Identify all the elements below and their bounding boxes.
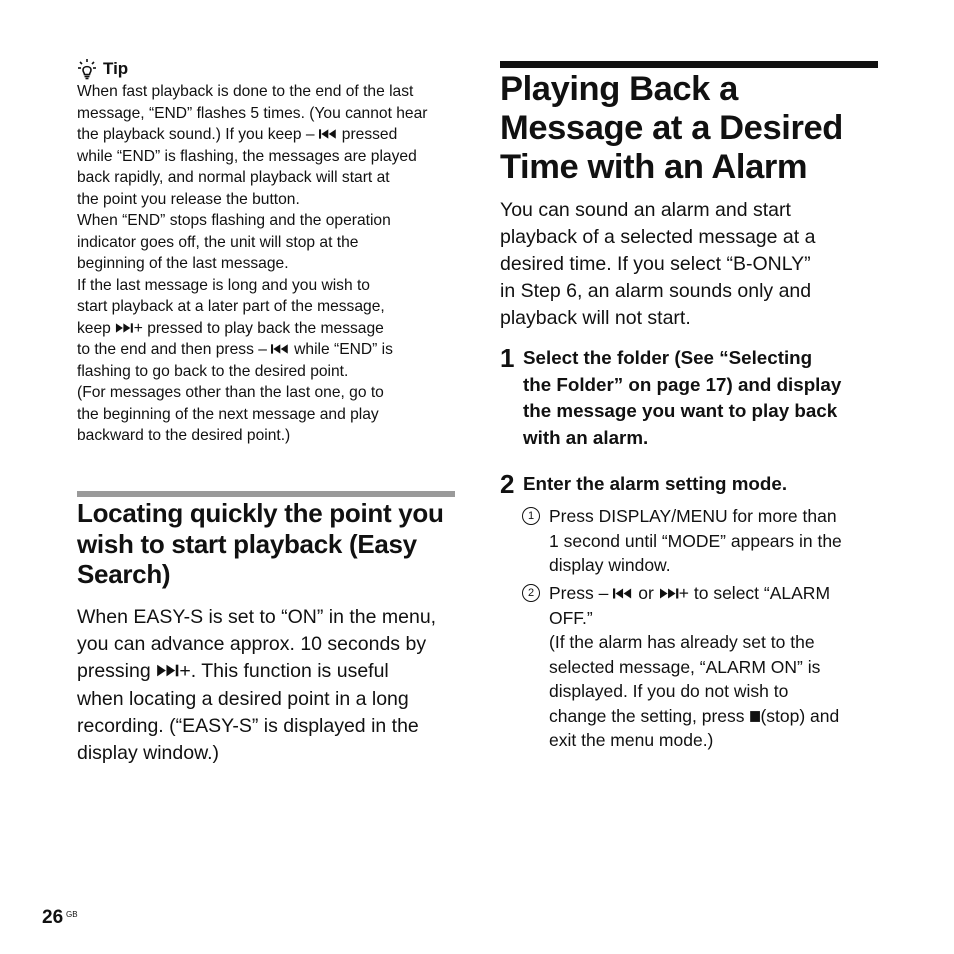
text-line: selected message, “ALARM ON” is bbox=[549, 656, 821, 677]
heading-line: Time with an Alarm bbox=[500, 148, 808, 186]
easy-search-heading bbox=[77, 498, 461, 590]
tip-header bbox=[77, 58, 455, 80]
alarm-heading bbox=[500, 70, 880, 187]
heading-line: Playing Back a bbox=[500, 70, 738, 108]
heading-line: wish to start playback (Easy bbox=[77, 528, 417, 559]
text-fragment: +. This function is useful bbox=[179, 660, 389, 683]
text-line bbox=[77, 658, 457, 685]
text-line: recording. (“EASY-S” is displayed in the bbox=[77, 714, 419, 737]
text-line: the beginning of the next message and play bbox=[77, 405, 379, 423]
text-line: (For messages other than the last one, go to bbox=[77, 384, 384, 401]
next-track-icon bbox=[659, 587, 679, 600]
title-rule bbox=[500, 61, 878, 68]
alarm-intro bbox=[500, 197, 880, 332]
text-fragment: pressing bbox=[77, 660, 157, 683]
heading-line: Locating quickly the point you bbox=[77, 498, 444, 528]
text-line bbox=[77, 339, 455, 361]
substep-text bbox=[549, 504, 842, 578]
text-line: backward to the desired point.) bbox=[77, 427, 291, 444]
step-text bbox=[523, 345, 841, 451]
step-text bbox=[523, 471, 787, 498]
text-line: When fast playback is done to the end of the last bbox=[77, 83, 414, 100]
stop-icon bbox=[749, 710, 760, 723]
circled-number: 1 bbox=[522, 507, 540, 525]
step-line: Enter the alarm setting mode. bbox=[523, 473, 788, 494]
heading-line: Message at a Desired bbox=[500, 109, 843, 147]
page-number: 26 bbox=[42, 907, 64, 928]
text-line: when locating a desired point in a long bbox=[77, 687, 409, 710]
step-line: the message you want to play back bbox=[523, 400, 838, 421]
text-fragment: + pressed to play back the message bbox=[133, 319, 384, 337]
text-line: OFF.” bbox=[549, 607, 593, 628]
text-fragment: (stop) and bbox=[760, 705, 840, 726]
text-fragment: to the end and then press – bbox=[77, 341, 272, 358]
tip-body bbox=[77, 81, 455, 447]
text-line: message, “END” flashes 5 times. (You cannot hear bbox=[77, 104, 428, 122]
next-track-icon bbox=[115, 322, 134, 334]
text-fragment: + to select “ALARM bbox=[678, 583, 831, 603]
text-fragment: pressed bbox=[337, 126, 398, 143]
previous-track-icon bbox=[271, 343, 290, 355]
step-line: with an alarm. bbox=[523, 426, 649, 448]
text-line: flashing to go back to the desired point. bbox=[77, 362, 349, 380]
intro-line: playback of a selected message at a bbox=[500, 226, 816, 248]
tip-title: Tip bbox=[103, 59, 129, 78]
heading-line: Search) bbox=[77, 559, 171, 589]
text-line: Press DISPLAY/MENU for more than bbox=[549, 506, 837, 526]
text-fragment: while “END” is bbox=[289, 341, 393, 358]
intro-line: desired time. If you select “B-ONLY” bbox=[500, 253, 811, 275]
text-line: 1 second until “MODE” appears in the bbox=[549, 530, 842, 551]
step-line: Select the folder (See “Selecting bbox=[523, 347, 813, 368]
text-line bbox=[549, 581, 839, 606]
text-line: If the last message is long and you wish to bbox=[77, 276, 370, 294]
text-line: the point you release the button. bbox=[77, 190, 300, 208]
section-rule bbox=[77, 491, 455, 497]
intro-line: You can sound an alarm and start bbox=[500, 199, 791, 221]
text-fragment: Press – bbox=[549, 583, 614, 603]
step-number: 2 bbox=[500, 469, 515, 499]
lightbulb-icon bbox=[77, 58, 97, 80]
text-line: exit the menu mode.) bbox=[549, 730, 714, 750]
intro-line: in Step 6, an alarm sounds only and bbox=[500, 280, 812, 302]
next-track-icon bbox=[156, 663, 179, 678]
step-number: 1 bbox=[500, 343, 515, 373]
text-line bbox=[77, 124, 455, 146]
text-line: you can advance approx. 10 seconds by bbox=[77, 633, 427, 656]
text-line: while “END” is flashing, the messages are played bbox=[77, 147, 417, 165]
text-line bbox=[549, 704, 839, 729]
tip-box bbox=[77, 58, 455, 447]
previous-track-icon bbox=[319, 128, 338, 140]
text-line: display window.) bbox=[77, 742, 219, 765]
substep-text bbox=[549, 581, 839, 753]
text-fragment: change the setting, press bbox=[549, 705, 750, 726]
easy-search-body bbox=[77, 604, 457, 767]
text-fragment: keep bbox=[77, 319, 116, 337]
text-line: indicator goes off, the unit will stop at the bbox=[77, 233, 359, 251]
step-line: the Folder” on page 17) and display bbox=[523, 373, 842, 395]
text-line: beginning of the last message. bbox=[77, 255, 289, 272]
text-line: When “END” stops flashing and the operation bbox=[77, 212, 391, 229]
text-line: When EASY-S is set to “ON” in the menu, bbox=[77, 606, 437, 628]
intro-line: playback will not start. bbox=[500, 307, 691, 329]
text-line: start playback at a later part of the message, bbox=[77, 298, 385, 315]
text-line: displayed. If you do not wish to bbox=[549, 681, 789, 701]
previous-track-icon bbox=[613, 587, 633, 600]
circled-number: 2 bbox=[522, 584, 540, 602]
text-line: back rapidly, and normal playback will start at bbox=[77, 169, 390, 186]
text-line bbox=[77, 318, 455, 340]
text-line: (If the alarm has already set to the bbox=[549, 632, 815, 652]
text-fragment: the playback sound.) If you keep – bbox=[77, 126, 319, 143]
page-region: GB bbox=[66, 910, 78, 919]
text-line: display window. bbox=[549, 555, 671, 575]
text-fragment: or bbox=[633, 583, 659, 603]
